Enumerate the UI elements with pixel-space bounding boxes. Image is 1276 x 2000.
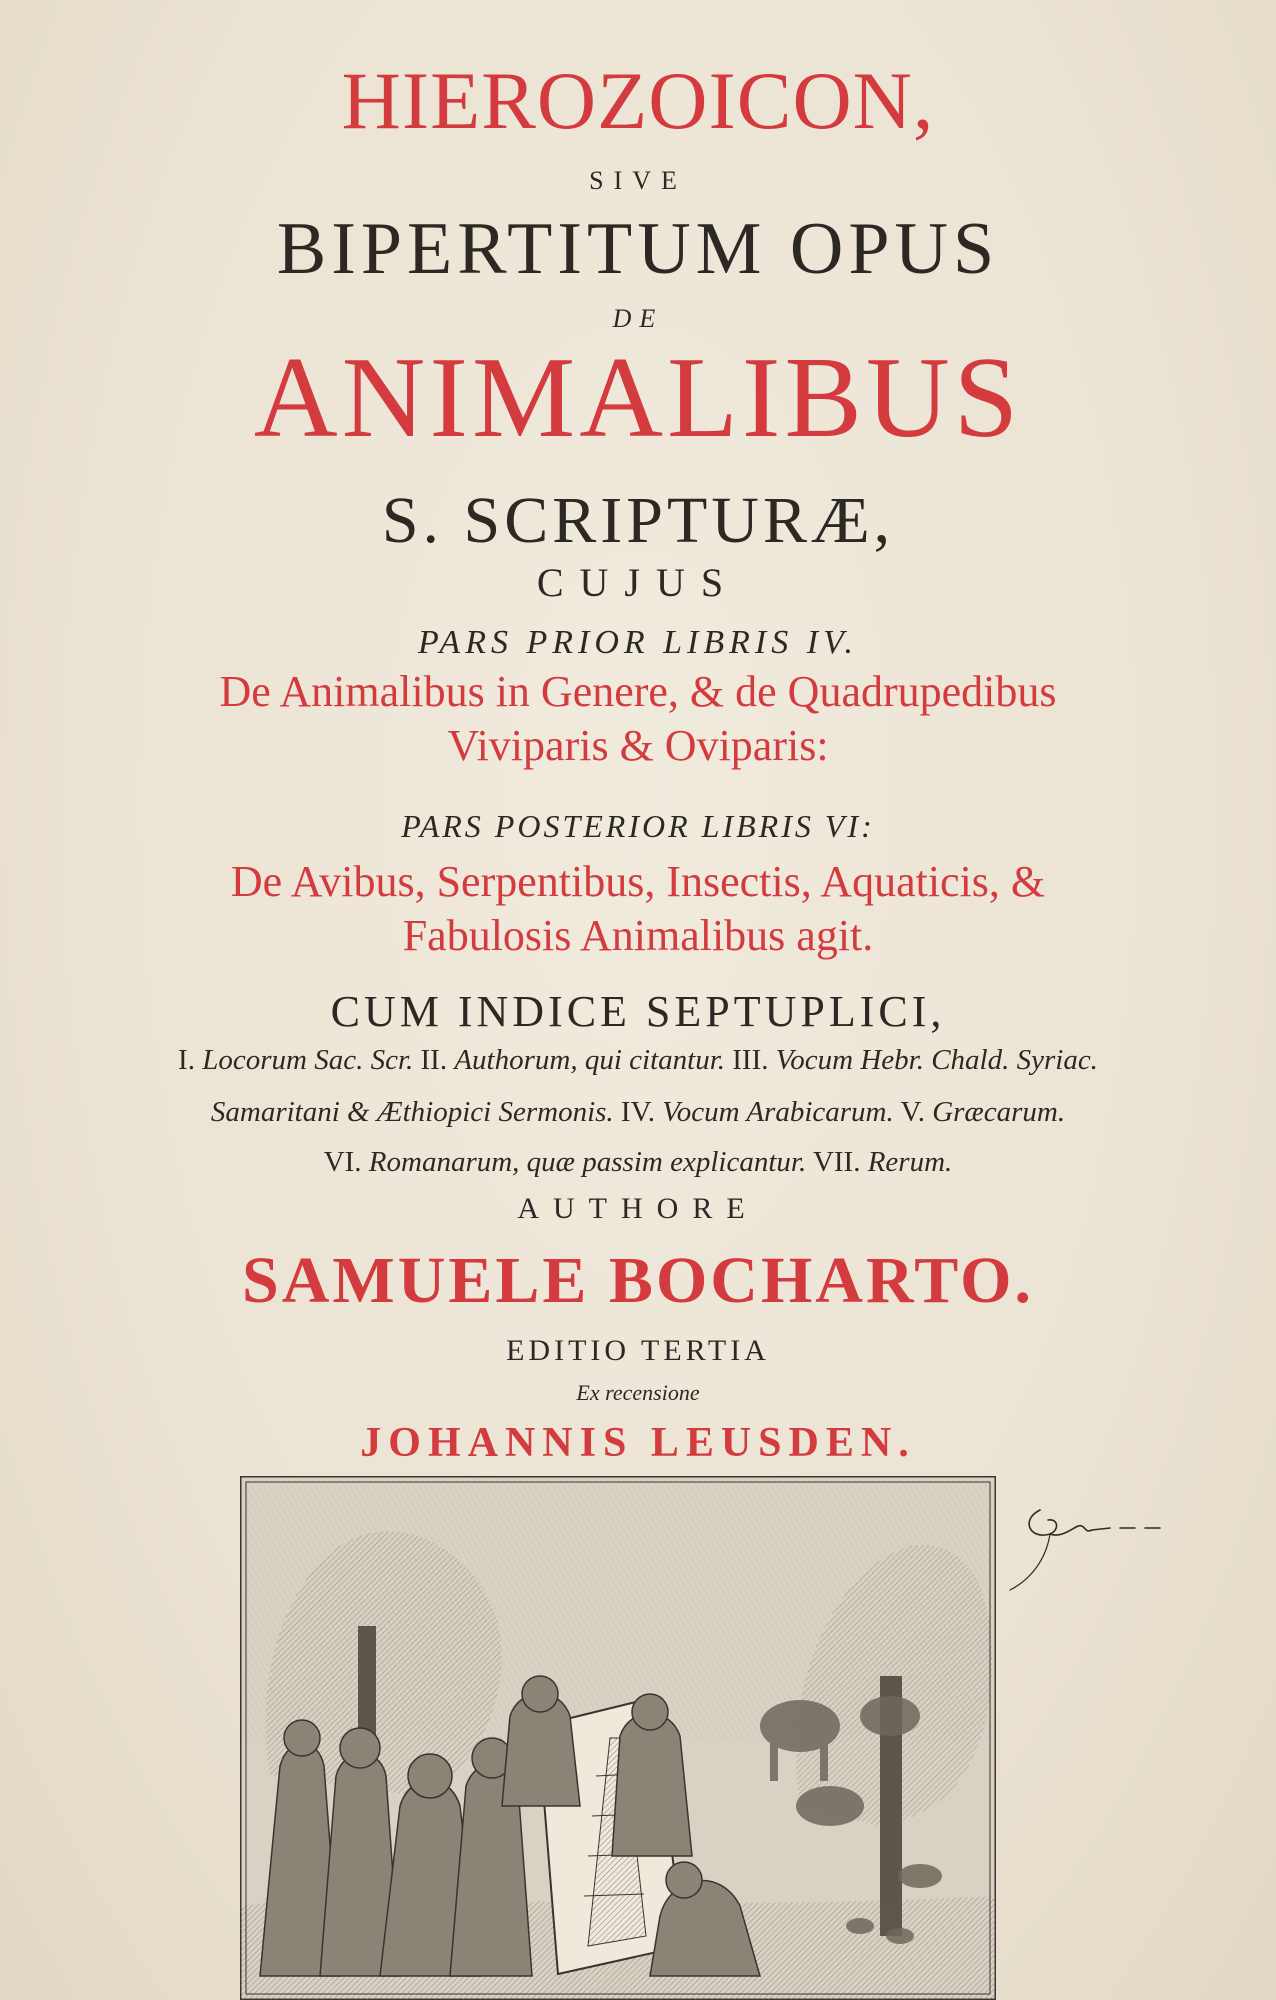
- cum-indice-line: CUM INDICE SEPTUPLICI,: [330, 987, 946, 1036]
- de-avibus-line: De Avibus, Serpentibus, Insectis, Aquaticis, &: [230, 857, 1046, 906]
- de-line: DE: [612, 304, 664, 333]
- editio-line: EDITIO TERTIA: [506, 1334, 770, 1367]
- index-number: I.: [178, 1044, 195, 1076]
- cujus-line: CUJUS: [536, 560, 740, 605]
- viviparis-line: Viviparis & Oviparis:: [447, 721, 829, 770]
- index-number: III.: [732, 1044, 769, 1076]
- index-text: Locorum Sac. Scr.: [202, 1044, 414, 1076]
- index-text: Græcarum.: [932, 1096, 1066, 1128]
- scripturae-line: S. SCRIPTURÆ,: [381, 484, 895, 557]
- index-text: Samaritani & Æthiopici Sermonis.: [210, 1096, 614, 1128]
- authore-line: AUTHORE: [517, 1192, 759, 1225]
- fabulosis-line: Fabulosis Animalibus agit.: [402, 911, 874, 960]
- pars-posterior-line: PARS POSTERIOR LIBRIS VI:: [401, 808, 875, 844]
- book-title: HIEROZOICON,: [341, 55, 935, 146]
- handwritten-signature: [1000, 1490, 1200, 1600]
- index-line-1: [0, 1046, 1276, 1075]
- index-number: VII.: [812, 1146, 861, 1178]
- editor-name: JOHANNIS LEUSDEN.: [360, 1420, 916, 1466]
- de-animalibus-line: De Animalibus in Genere, & de Quadrupedibus: [219, 667, 1057, 716]
- index-line-2: [0, 1098, 1276, 1127]
- index-text: Vocum Hebr. Chald. Syriac.: [775, 1044, 1098, 1076]
- index-number: II.: [420, 1044, 448, 1076]
- index-number: VI.: [323, 1146, 362, 1178]
- ex-recensione-line: Ex recensione: [576, 1380, 700, 1405]
- index-text: Authorum, qui citantur.: [454, 1044, 726, 1076]
- index-number: V.: [900, 1096, 925, 1128]
- bipertitum-line: BIPERTITUM OPUS: [276, 208, 1000, 290]
- index-text: Vocum Arabicarum.: [662, 1096, 894, 1128]
- index-text: Romanarum, quæ passim explicantur.: [368, 1146, 807, 1178]
- author-name: SAMUELE BOCHARTO.: [242, 1244, 1034, 1317]
- engraving-illustration: [240, 1476, 996, 2000]
- pars-prior-line: PARS PRIOR LIBRIS IV.: [418, 624, 858, 661]
- index-number: IV.: [620, 1096, 656, 1128]
- sive-line: SIVE: [589, 166, 687, 195]
- index-text: Rerum.: [867, 1146, 953, 1178]
- animalibus-line: ANIMALIBUS: [253, 334, 1023, 462]
- index-line-3: [0, 1148, 1276, 1177]
